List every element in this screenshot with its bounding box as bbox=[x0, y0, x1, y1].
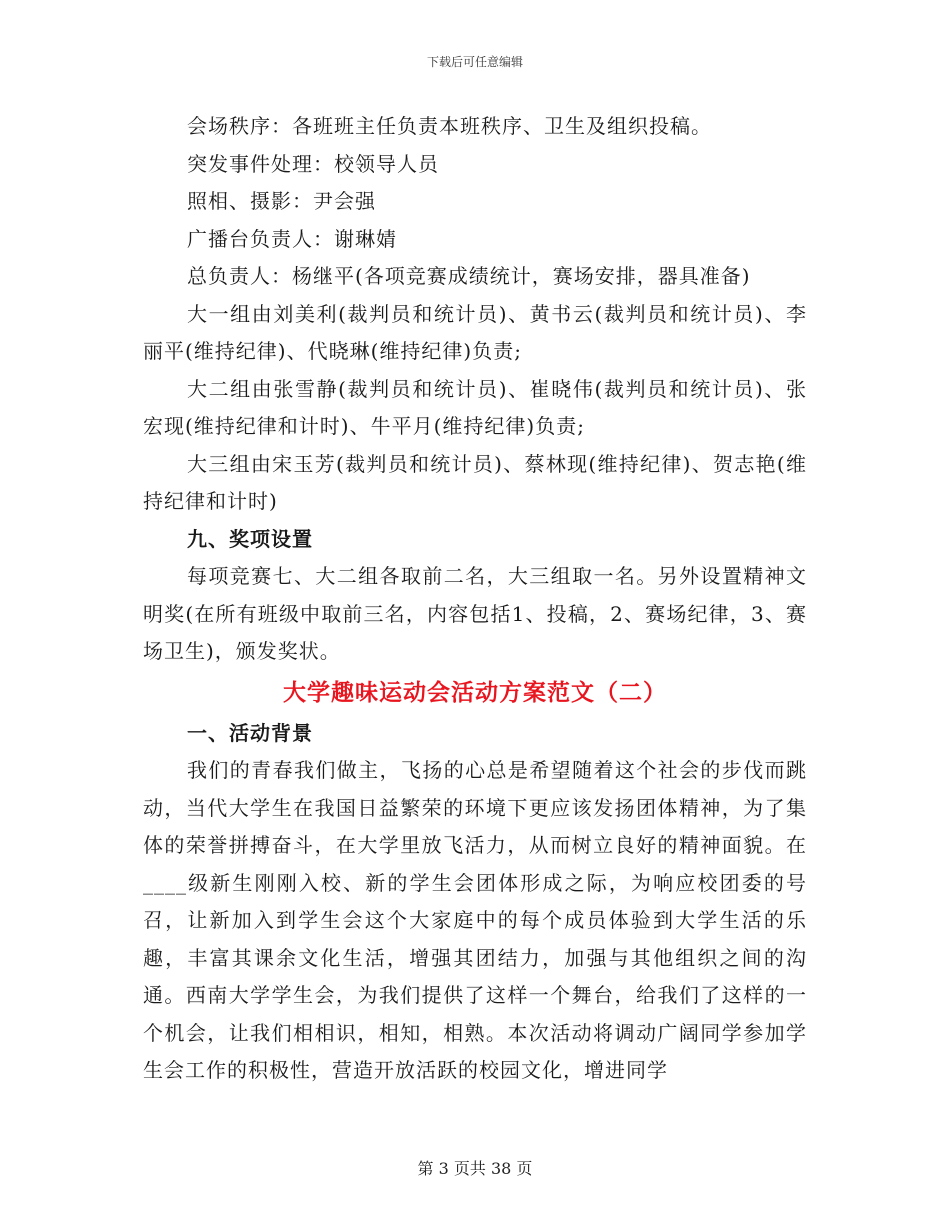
section-heading-background: 一、活动背景 bbox=[187, 720, 313, 745]
document-body bbox=[143, 108, 807, 1090]
paragraph-group-three: 大三组由宋玉芳(裁判员和统计员)、蔡林现(维持纪律)、贺志艳(维持纪律和计时) bbox=[143, 451, 807, 513]
paragraph-broadcast: 广播台负责人：谢琳婧 bbox=[187, 226, 397, 251]
paragraph-group-one: 大一组由刘美利(裁判员和统计员)、黄书云(裁判员和统计员)、李丽平(维持纪律)、代晓琳(维持纪律)负责; bbox=[143, 301, 807, 363]
paragraph-group-two: 大二组由张雪静(裁判员和统计员)、崔晓伟(裁判员和统计员)、张宏现(维持纪律和计时)、牛平月(维持纪律)负责; bbox=[143, 376, 807, 438]
paragraph-chief: 总负责人：杨继平(各项竞赛成绩统计，赛场安排，器具准备) bbox=[187, 264, 751, 288]
paragraph-venue-order: 会场秩序：各班班主任负责本班秩序、卫生及组织投稿。 bbox=[187, 114, 712, 138]
page-footer: 第 3 页共 38 页 bbox=[417, 1159, 533, 1178]
page-header: 下载后可任意编辑 bbox=[426, 55, 523, 69]
section-heading-awards: 九、奖项设置 bbox=[187, 526, 313, 551]
paragraph-awards: 每项竞赛七、大二组各取前二名，大三组取一名。另外设置精神文明奖(在所有班级中取前三名，内容包括1、投稿，2、赛场纪律，3、赛场卫生)，颁发奖状。 bbox=[143, 564, 807, 663]
paragraph-emergency: 突发事件处理：校领导人员 bbox=[187, 151, 439, 176]
document-title: 大学趣味运动会活动方案范文（二） bbox=[283, 679, 667, 706]
paragraph-background: 我们的青春我们做主，飞扬的心总是希望随着这个社会的步伐而跳动，当代大学生在我国日益繁荣的环境下更应该发扬团体精神，为了集体的荣誉拼搏奋斗，在大学里放飞活力，从而树立良好的精神面貌。在____级新生刚刚入校、新的学生会团体形成之际，为响应校团委的号召，让新加入到学生会这个大家庭中的每个成员体验到大学生活的乐趣，丰富其课余文化生活，增强其团结力，加强与其他组织之间的沟通。西南大学学生会，为我们提供了这样一个舞台，给我们了这样的一个机会，让我们相相识，相知，相熟。本次活动将调动广阔同学参加学生会工作的积极性，营造开放活跃的校园文化，增进同学 bbox=[143, 758, 807, 1082]
paragraph-photography: 照相、摄影：尹会强 bbox=[187, 189, 376, 213]
